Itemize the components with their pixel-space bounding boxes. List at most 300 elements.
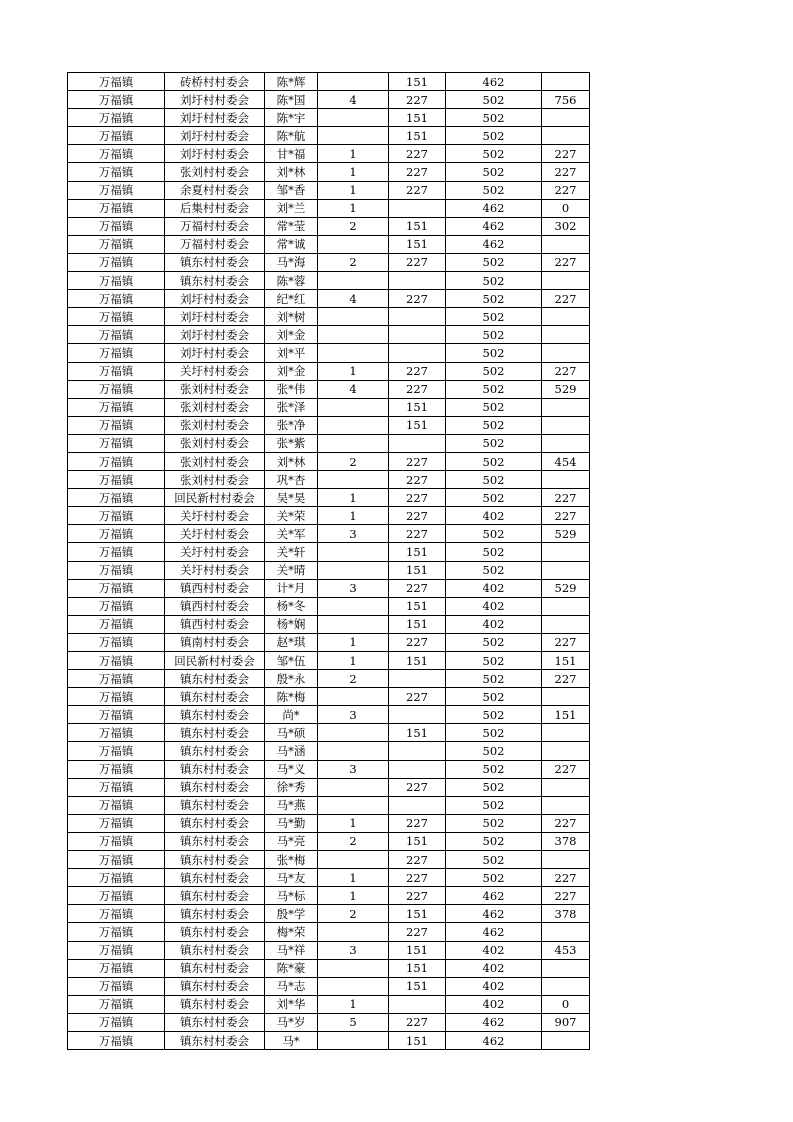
total-cell — [542, 543, 590, 561]
village-committee-cell: 余夏村村委会 — [165, 181, 265, 199]
amount-b-cell: 402 — [446, 507, 542, 525]
village-committee-cell: 镇东村村委会 — [165, 253, 265, 271]
household-size-cell — [318, 73, 389, 91]
amount-a-cell: 227 — [389, 362, 446, 380]
name-cell: 杨*冬 — [265, 597, 318, 615]
village-committee-cell: 镇东村村委会 — [165, 814, 265, 832]
amount-b-cell: 462 — [446, 235, 542, 253]
household-size-cell — [318, 272, 389, 290]
town-cell: 万福镇 — [68, 145, 165, 163]
name-cell: 张*梅 — [265, 851, 318, 869]
village-committee-cell: 镇南村村委会 — [165, 633, 265, 651]
amount-a-cell: 227 — [389, 887, 446, 905]
name-cell: 陈*国 — [265, 91, 318, 109]
town-cell: 万福镇 — [68, 127, 165, 145]
amount-a-cell: 227 — [389, 145, 446, 163]
amount-a-cell: 151 — [389, 597, 446, 615]
total-cell: 227 — [542, 760, 590, 778]
village-committee-cell: 关圩村村委会 — [165, 561, 265, 579]
total-cell — [542, 561, 590, 579]
name-cell: 赵*琪 — [265, 633, 318, 651]
household-size-cell: 3 — [318, 760, 389, 778]
household-size-cell — [318, 471, 389, 489]
village-committee-cell: 镇东村村委会 — [165, 724, 265, 742]
total-cell — [542, 416, 590, 434]
total-cell: 227 — [542, 887, 590, 905]
total-cell — [542, 796, 590, 814]
household-size-cell — [318, 742, 389, 760]
name-cell: 刘*金 — [265, 362, 318, 380]
table-row — [68, 272, 590, 290]
name-cell: 马*亮 — [265, 832, 318, 850]
name-cell: 张*泽 — [265, 398, 318, 416]
village-committee-cell: 镇东村村委会 — [165, 760, 265, 778]
amount-a-cell: 227 — [389, 471, 446, 489]
amount-a-cell: 151 — [389, 724, 446, 742]
household-size-cell: 1 — [318, 199, 389, 217]
village-committee-cell: 镇东村村委会 — [165, 923, 265, 941]
amount-b-cell: 502 — [446, 326, 542, 344]
amount-a-cell: 151 — [389, 832, 446, 850]
total-cell — [542, 778, 590, 796]
total-cell: 227 — [542, 181, 590, 199]
amount-b-cell: 502 — [446, 832, 542, 850]
total-cell: 529 — [542, 525, 590, 543]
table-row — [68, 688, 590, 706]
town-cell: 万福镇 — [68, 181, 165, 199]
table-row — [68, 778, 590, 796]
table-row — [68, 941, 590, 959]
village-committee-cell: 张刘村村委会 — [165, 471, 265, 489]
name-cell: 马*义 — [265, 760, 318, 778]
household-size-cell: 2 — [318, 452, 389, 470]
name-cell: 马*勤 — [265, 814, 318, 832]
name-cell: 邹*伍 — [265, 652, 318, 670]
household-size-cell: 1 — [318, 181, 389, 199]
table-row — [68, 995, 590, 1013]
household-size-cell: 1 — [318, 995, 389, 1013]
total-cell: 227 — [542, 507, 590, 525]
town-cell: 万福镇 — [68, 380, 165, 398]
amount-b-cell: 462 — [446, 905, 542, 923]
table-body — [68, 73, 590, 1050]
town-cell: 万福镇 — [68, 290, 165, 308]
name-cell: 马*祥 — [265, 941, 318, 959]
village-committee-cell: 张刘村村委会 — [165, 434, 265, 452]
village-committee-cell: 镇西村村委会 — [165, 597, 265, 615]
town-cell: 万福镇 — [68, 796, 165, 814]
name-cell: 常*莹 — [265, 217, 318, 235]
household-size-cell — [318, 434, 389, 452]
total-cell: 302 — [542, 217, 590, 235]
total-cell: 529 — [542, 380, 590, 398]
town-cell: 万福镇 — [68, 995, 165, 1013]
town-cell: 万福镇 — [68, 308, 165, 326]
town-cell: 万福镇 — [68, 688, 165, 706]
village-committee-cell: 刘圩村村委会 — [165, 344, 265, 362]
table-row — [68, 235, 590, 253]
name-cell: 梅*荣 — [265, 923, 318, 941]
household-size-cell — [318, 416, 389, 434]
table-row — [68, 977, 590, 995]
amount-b-cell: 502 — [446, 127, 542, 145]
household-size-cell — [318, 1031, 389, 1049]
town-cell: 万福镇 — [68, 1013, 165, 1031]
amount-b-cell: 502 — [446, 633, 542, 651]
table-row — [68, 163, 590, 181]
name-cell: 马* — [265, 1031, 318, 1049]
total-cell: 227 — [542, 253, 590, 271]
town-cell: 万福镇 — [68, 217, 165, 235]
amount-a-cell: 227 — [389, 452, 446, 470]
table-row — [68, 959, 590, 977]
town-cell: 万福镇 — [68, 272, 165, 290]
total-cell — [542, 1031, 590, 1049]
name-cell: 马*志 — [265, 977, 318, 995]
amount-b-cell: 502 — [446, 91, 542, 109]
total-cell — [542, 742, 590, 760]
village-committee-cell: 镇东村村委会 — [165, 977, 265, 995]
total-cell — [542, 597, 590, 615]
amount-a-cell: 227 — [389, 814, 446, 832]
village-committee-cell: 镇东村村委会 — [165, 742, 265, 760]
amount-a-cell: 151 — [389, 543, 446, 561]
town-cell: 万福镇 — [68, 724, 165, 742]
amount-a-cell: 151 — [389, 235, 446, 253]
village-committee-cell: 后集村村委会 — [165, 199, 265, 217]
amount-b-cell: 502 — [446, 290, 542, 308]
table-row — [68, 1031, 590, 1049]
town-cell: 万福镇 — [68, 73, 165, 91]
total-cell: 227 — [542, 869, 590, 887]
name-cell: 陈*梅 — [265, 688, 318, 706]
household-size-cell — [318, 923, 389, 941]
town-cell: 万福镇 — [68, 597, 165, 615]
town-cell: 万福镇 — [68, 163, 165, 181]
village-committee-cell: 刘圩村村委会 — [165, 145, 265, 163]
household-size-cell: 3 — [318, 525, 389, 543]
name-cell: 吴*昊 — [265, 489, 318, 507]
name-cell: 计*月 — [265, 579, 318, 597]
total-cell: 529 — [542, 579, 590, 597]
table-row — [68, 326, 590, 344]
village-committee-cell: 镇东村村委会 — [165, 887, 265, 905]
total-cell: 227 — [542, 670, 590, 688]
total-cell — [542, 851, 590, 869]
table-row — [68, 724, 590, 742]
village-committee-cell: 刘圩村村委会 — [165, 326, 265, 344]
household-size-cell: 4 — [318, 380, 389, 398]
amount-b-cell: 502 — [446, 543, 542, 561]
household-size-cell — [318, 109, 389, 127]
table-row — [68, 398, 590, 416]
total-cell: 227 — [542, 163, 590, 181]
amount-a-cell: 227 — [389, 688, 446, 706]
total-cell — [542, 109, 590, 127]
name-cell: 尚* — [265, 706, 318, 724]
amount-a-cell: 227 — [389, 380, 446, 398]
household-size-cell: 1 — [318, 145, 389, 163]
village-committee-cell: 镇东村村委会 — [165, 1013, 265, 1031]
household-size-cell: 3 — [318, 706, 389, 724]
amount-a-cell — [389, 308, 446, 326]
amount-b-cell: 502 — [446, 652, 542, 670]
town-cell: 万福镇 — [68, 561, 165, 579]
town-cell: 万福镇 — [68, 416, 165, 434]
data-table — [67, 72, 590, 1050]
amount-b-cell: 502 — [446, 706, 542, 724]
name-cell: 马*涵 — [265, 742, 318, 760]
amount-a-cell — [389, 670, 446, 688]
table-row — [68, 344, 590, 362]
town-cell: 万福镇 — [68, 489, 165, 507]
town-cell: 万福镇 — [68, 977, 165, 995]
town-cell: 万福镇 — [68, 525, 165, 543]
table-row — [68, 543, 590, 561]
household-size-cell — [318, 615, 389, 633]
amount-b-cell: 402 — [446, 977, 542, 995]
town-cell: 万福镇 — [68, 742, 165, 760]
total-cell — [542, 615, 590, 633]
amount-b-cell: 402 — [446, 941, 542, 959]
amount-b-cell: 502 — [446, 344, 542, 362]
amount-a-cell — [389, 326, 446, 344]
name-cell: 关*军 — [265, 525, 318, 543]
household-size-cell: 1 — [318, 163, 389, 181]
village-committee-cell: 镇西村村委会 — [165, 615, 265, 633]
household-size-cell: 1 — [318, 652, 389, 670]
amount-a-cell — [389, 760, 446, 778]
table-row — [68, 760, 590, 778]
amount-b-cell: 502 — [446, 362, 542, 380]
table-row — [68, 290, 590, 308]
household-size-cell — [318, 724, 389, 742]
total-cell — [542, 326, 590, 344]
town-cell: 万福镇 — [68, 434, 165, 452]
town-cell: 万福镇 — [68, 1031, 165, 1049]
town-cell: 万福镇 — [68, 633, 165, 651]
amount-a-cell: 151 — [389, 217, 446, 235]
amount-a-cell — [389, 199, 446, 217]
village-committee-cell: 镇东村村委会 — [165, 272, 265, 290]
amount-b-cell: 502 — [446, 869, 542, 887]
town-cell: 万福镇 — [68, 615, 165, 633]
amount-b-cell: 502 — [446, 814, 542, 832]
table-row — [68, 452, 590, 470]
name-cell: 殷*学 — [265, 905, 318, 923]
table-row — [68, 796, 590, 814]
total-cell: 453 — [542, 941, 590, 959]
town-cell: 万福镇 — [68, 253, 165, 271]
town-cell: 万福镇 — [68, 923, 165, 941]
table-row — [68, 73, 590, 91]
amount-a-cell: 227 — [389, 525, 446, 543]
village-committee-cell: 镇东村村委会 — [165, 706, 265, 724]
town-cell: 万福镇 — [68, 832, 165, 850]
name-cell: 马*燕 — [265, 796, 318, 814]
name-cell: 陈*蓉 — [265, 272, 318, 290]
total-cell — [542, 127, 590, 145]
town-cell: 万福镇 — [68, 760, 165, 778]
table-row — [68, 670, 590, 688]
total-cell: 151 — [542, 706, 590, 724]
village-committee-cell: 镇西村村委会 — [165, 579, 265, 597]
village-committee-cell: 关圩村村委会 — [165, 507, 265, 525]
total-cell: 454 — [542, 452, 590, 470]
village-committee-cell: 镇东村村委会 — [165, 851, 265, 869]
table-row — [68, 615, 590, 633]
name-cell: 马*硕 — [265, 724, 318, 742]
amount-b-cell: 462 — [446, 73, 542, 91]
amount-b-cell: 502 — [446, 380, 542, 398]
household-size-cell — [318, 561, 389, 579]
amount-b-cell: 502 — [446, 452, 542, 470]
table-row — [68, 145, 590, 163]
amount-b-cell: 462 — [446, 1031, 542, 1049]
name-cell: 徐*秀 — [265, 778, 318, 796]
table-row — [68, 905, 590, 923]
village-committee-cell: 回民新村村委会 — [165, 489, 265, 507]
amount-b-cell: 462 — [446, 923, 542, 941]
village-committee-cell: 镇东村村委会 — [165, 1031, 265, 1049]
table-row — [68, 471, 590, 489]
amount-a-cell: 151 — [389, 73, 446, 91]
amount-a-cell — [389, 272, 446, 290]
household-size-cell — [318, 688, 389, 706]
amount-b-cell: 502 — [446, 434, 542, 452]
town-cell: 万福镇 — [68, 905, 165, 923]
name-cell: 纪*红 — [265, 290, 318, 308]
amount-a-cell: 227 — [389, 163, 446, 181]
household-size-cell: 2 — [318, 905, 389, 923]
total-cell — [542, 344, 590, 362]
table-row — [68, 579, 590, 597]
table-row — [68, 253, 590, 271]
village-committee-cell: 镇东村村委会 — [165, 941, 265, 959]
town-cell: 万福镇 — [68, 941, 165, 959]
name-cell: 刘*树 — [265, 308, 318, 326]
household-size-cell — [318, 977, 389, 995]
total-cell: 907 — [542, 1013, 590, 1031]
amount-b-cell: 502 — [446, 525, 542, 543]
household-size-cell: 1 — [318, 489, 389, 507]
town-cell: 万福镇 — [68, 109, 165, 127]
table-row — [68, 416, 590, 434]
village-committee-cell: 张刘村村委会 — [165, 416, 265, 434]
name-cell: 马*岁 — [265, 1013, 318, 1031]
town-cell: 万福镇 — [68, 579, 165, 597]
table-row — [68, 380, 590, 398]
table-row — [68, 127, 590, 145]
amount-b-cell: 402 — [446, 959, 542, 977]
village-committee-cell: 万福村村委会 — [165, 217, 265, 235]
village-committee-cell: 镇东村村委会 — [165, 995, 265, 1013]
amount-a-cell: 151 — [389, 977, 446, 995]
name-cell: 陈*宇 — [265, 109, 318, 127]
amount-a-cell: 151 — [389, 398, 446, 416]
amount-a-cell: 227 — [389, 489, 446, 507]
amount-b-cell: 502 — [446, 308, 542, 326]
village-committee-cell: 关圩村村委会 — [165, 525, 265, 543]
amount-a-cell — [389, 796, 446, 814]
village-committee-cell: 镇东村村委会 — [165, 796, 265, 814]
amount-a-cell: 151 — [389, 941, 446, 959]
amount-a-cell: 227 — [389, 579, 446, 597]
amount-a-cell: 227 — [389, 507, 446, 525]
table-row — [68, 869, 590, 887]
name-cell: 马*海 — [265, 253, 318, 271]
table-row — [68, 561, 590, 579]
household-size-cell — [318, 796, 389, 814]
name-cell: 殷*永 — [265, 670, 318, 688]
total-cell: 378 — [542, 832, 590, 850]
name-cell: 张*伟 — [265, 380, 318, 398]
town-cell: 万福镇 — [68, 706, 165, 724]
total-cell: 0 — [542, 199, 590, 217]
total-cell: 227 — [542, 145, 590, 163]
town-cell: 万福镇 — [68, 507, 165, 525]
amount-a-cell: 151 — [389, 127, 446, 145]
table-row — [68, 887, 590, 905]
amount-b-cell: 502 — [446, 489, 542, 507]
amount-a-cell: 151 — [389, 109, 446, 127]
total-cell — [542, 688, 590, 706]
amount-b-cell: 502 — [446, 688, 542, 706]
amount-a-cell: 227 — [389, 290, 446, 308]
name-cell: 刘*兰 — [265, 199, 318, 217]
name-cell: 陈*辉 — [265, 73, 318, 91]
village-committee-cell: 镇东村村委会 — [165, 670, 265, 688]
name-cell: 邹*香 — [265, 181, 318, 199]
total-cell — [542, 235, 590, 253]
amount-b-cell: 502 — [446, 760, 542, 778]
total-cell — [542, 977, 590, 995]
name-cell: 刘*华 — [265, 995, 318, 1013]
village-committee-cell: 镇东村村委会 — [165, 869, 265, 887]
amount-a-cell: 151 — [389, 615, 446, 633]
town-cell: 万福镇 — [68, 344, 165, 362]
village-committee-cell: 镇东村村委会 — [165, 688, 265, 706]
amount-a-cell: 151 — [389, 905, 446, 923]
total-cell — [542, 471, 590, 489]
total-cell — [542, 724, 590, 742]
table-row — [68, 181, 590, 199]
table-row — [68, 597, 590, 615]
village-committee-cell: 张刘村村委会 — [165, 380, 265, 398]
village-committee-cell: 万福村村委会 — [165, 235, 265, 253]
amount-b-cell: 502 — [446, 471, 542, 489]
amount-a-cell: 227 — [389, 253, 446, 271]
village-committee-cell: 张刘村村委会 — [165, 163, 265, 181]
household-size-cell — [318, 597, 389, 615]
name-cell: 陈*豪 — [265, 959, 318, 977]
household-size-cell: 1 — [318, 362, 389, 380]
amount-b-cell: 402 — [446, 597, 542, 615]
household-size-cell: 2 — [318, 670, 389, 688]
table-row — [68, 308, 590, 326]
amount-b-cell: 502 — [446, 670, 542, 688]
village-committee-cell: 镇东村村委会 — [165, 959, 265, 977]
amount-a-cell: 227 — [389, 851, 446, 869]
table-row — [68, 851, 590, 869]
name-cell: 马*友 — [265, 869, 318, 887]
village-committee-cell: 镇东村村委会 — [165, 778, 265, 796]
amount-b-cell: 502 — [446, 742, 542, 760]
amount-a-cell: 227 — [389, 91, 446, 109]
table-row — [68, 1013, 590, 1031]
town-cell: 万福镇 — [68, 652, 165, 670]
amount-b-cell: 502 — [446, 561, 542, 579]
